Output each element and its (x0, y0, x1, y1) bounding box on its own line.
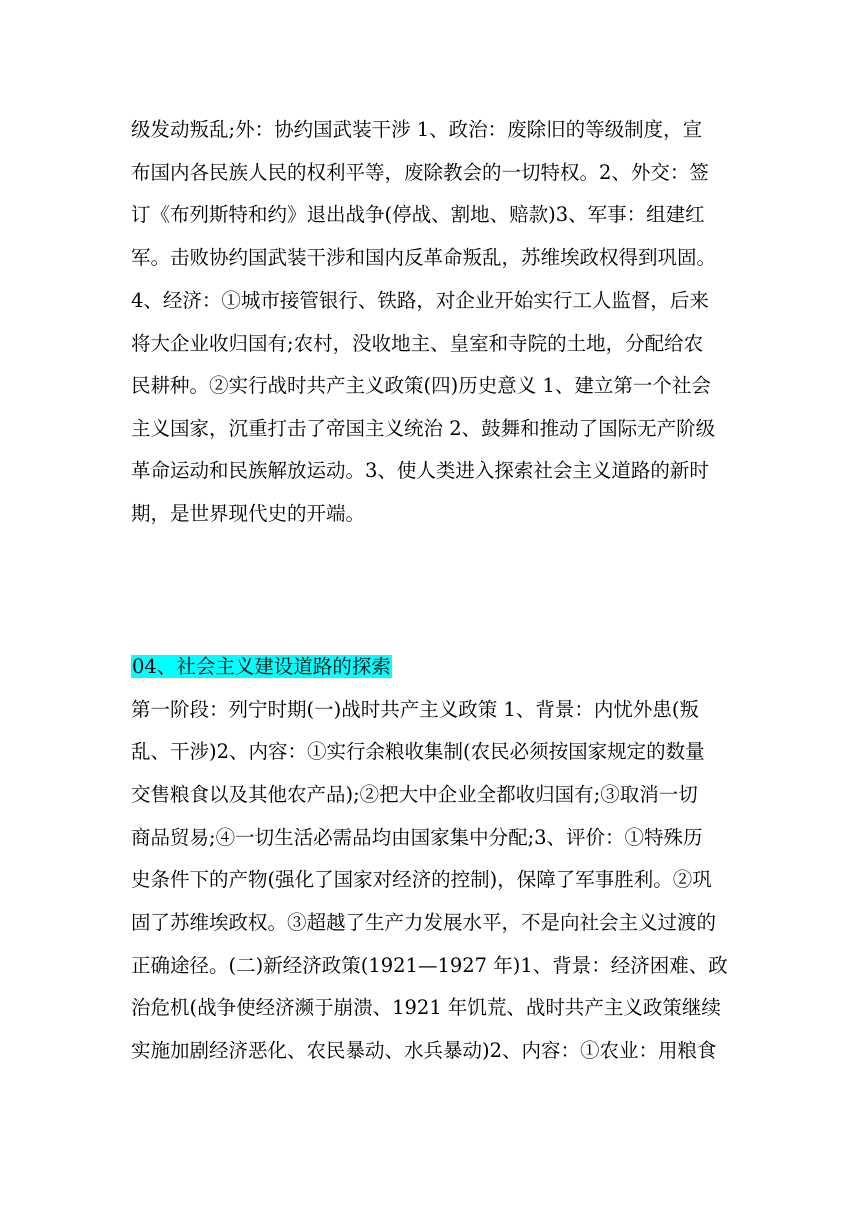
paragraph-line: 史条件下的产物(强化了国家对经济的控制)，保障了军事胜利。②巩 (131, 868, 712, 891)
paragraph-line: 固了苏维埃政权。③超越了生产力发展水平，不是向社会主义过渡的 (131, 911, 717, 934)
paragraph-line: 正确途径。(二)新经济政策(1921—1927 年)1、背景：经济困难、政 (131, 954, 728, 977)
section-heading (131, 654, 392, 680)
paragraph-line: 第一阶段：列宁时期(一)战时共产主义政策 1、背景：内忧外患(叛 (131, 698, 699, 721)
paragraph-line: 实施加剧经济恶化、农民暴动、水兵暴动)2、内容：①农业：用粮食 (131, 1039, 717, 1062)
paragraph-line: 订《布列斯特和约》退出战争(停战、割地、赔款)3、军事：组建红 (131, 203, 705, 226)
paragraph-line: 级发动叛乱;外：协约国武装干涉 1、政治：废除旧的等级制度，宣 (131, 118, 703, 141)
paragraph-line: 期，是世界现代史的开端。 (131, 502, 366, 525)
paragraph-line: 布国内各民族人民的权利平等，废除教会的一切特权。2、外交：签 (131, 161, 709, 184)
paragraph-line: 将大企业收归国有;农村，没收地主、皇室和寺院的土地，分配给农 (131, 332, 704, 355)
paragraph-line: 军。击败协约国武装干涉和国内反革命叛乱，苏维埃政权得到巩固。 (131, 246, 717, 269)
paragraph-line: 治危机(战争使经济濒于崩溃、1921 年饥荒、战时共产主义政策继续 (131, 996, 721, 1019)
paragraph-line: 交售粮食以及其他农产品);②把大中企业全都收归国有;③取消一切 (131, 783, 698, 806)
paragraph-line: 4、经济：①城市接管银行、铁路，对企业开始实行工人监督，后来 (131, 289, 709, 312)
paragraph-line: 主义国家，沉重打击了帝国主义统治 2、鼓舞和推动了国际无产阶级 (131, 417, 716, 440)
paragraph-line: 民耕种。②实行战时共产主义政策(四)历史意义 1、建立第一个社会 (131, 374, 711, 397)
paragraph-line: 商品贸易;④一切生活必需品均由国家集中分配;3、评价：①特殊历 (131, 826, 703, 849)
highlighted-heading-text: 04、社会主义建设道路的探索 (132, 655, 391, 678)
paragraph-line: 乱、干涉)2、内容：①实行余粮收集制(农民必须按国家规定的数量 (131, 740, 705, 763)
paragraph-line: 革命运动和民族解放运动。3、使人类进入探索社会主义道路的新时 (131, 459, 709, 482)
